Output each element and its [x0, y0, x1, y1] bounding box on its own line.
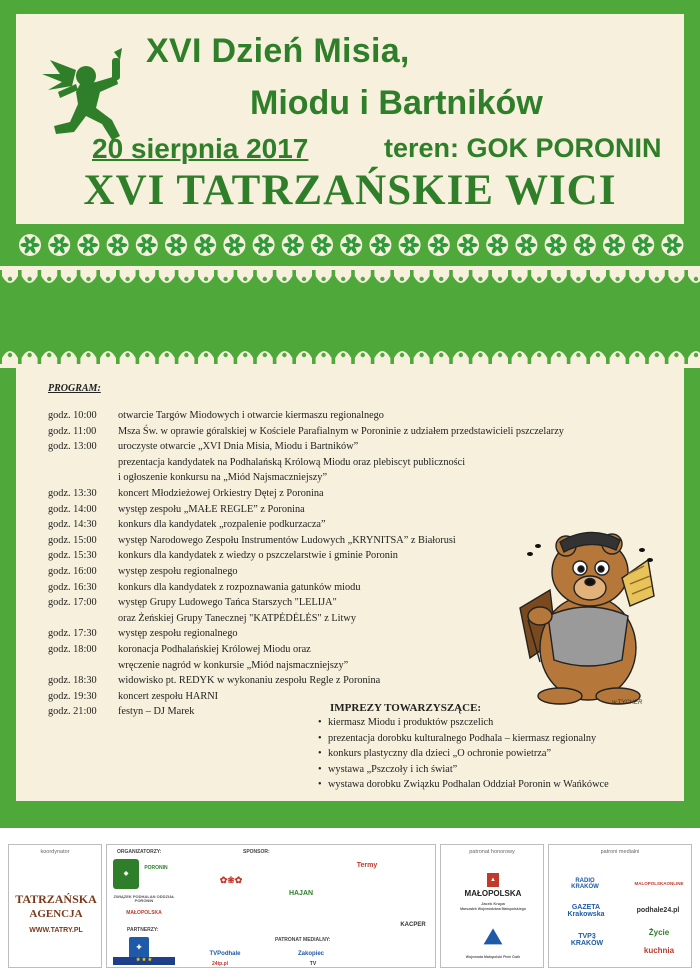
sponsors-label: SPONSOR:: [243, 849, 270, 855]
organizers-panel: [106, 844, 436, 968]
program-time: godz. 19:30: [48, 690, 97, 702]
wojewoda-emblem-icon: ⛰: [483, 924, 503, 950]
program-text: festyn – DJ Marek: [118, 706, 195, 718]
side-event-text: kiermasz Miodu i produktów pszczelich: [328, 717, 494, 728]
bear-mascot-illustration: [510, 520, 660, 710]
program-time: godz. 17:00: [48, 597, 97, 609]
media-radio-krakow: RADIO KRAKÓW: [571, 877, 599, 890]
event-venue: teren: GOK PORONIN: [384, 133, 662, 163]
media-24tp: 24tp.pl: [211, 961, 229, 968]
media-kuchnia: kuchnia: [643, 945, 675, 955]
rosette-icon: [223, 234, 245, 256]
program-text: uroczyste otwarcie „XVI Dnia Misia, Miodu i Bartników”: [118, 441, 359, 453]
bear-signature: w.TYCHER: [612, 700, 643, 706]
rosette-icon: [165, 234, 187, 256]
program-time: godz. 14:30: [48, 519, 97, 531]
program-time: godz. 13:30: [48, 487, 97, 499]
program-time: godz. 16:30: [48, 581, 97, 593]
media-podhale24: podhale24.pl: [636, 907, 680, 915]
organizer-malopolska: MAŁOPOLSKA: [126, 910, 162, 917]
program-time: godz. 18:00: [48, 643, 97, 655]
program-text: występ Narodowego Zespołu Instrumentów Ludowych „KRYNITSA” z Białorusi: [118, 534, 456, 546]
program-time: godz. 11:00: [48, 425, 97, 437]
lace-border-bottom: [0, 342, 700, 368]
rosette-icon: [340, 234, 362, 256]
program-text: prezentacja kandydatek na Podhalańską Królową Miodu oraz plebiscyt publiczności: [118, 456, 466, 468]
bullet-icon: •: [318, 717, 322, 728]
honorary-label: patronat honorowy: [469, 849, 515, 855]
sponsor-ornament-icon: ✿❀✿: [219, 875, 243, 886]
runner-torch-icon: [36, 46, 136, 146]
bullet-icon: •: [318, 732, 322, 744]
rosette-icon: [311, 234, 333, 256]
program-text: wręczenie nagród w konkursie „Miód najsmaczniejszy”: [118, 659, 349, 671]
coordinator-label: koordynator: [40, 849, 70, 855]
event-subtitle: XVI TATRZAŃSKIE WICI: [83, 167, 617, 214]
program-time: godz. 15:00: [48, 534, 97, 546]
program-text: występ zespołu „MAŁE REGLE” z Poronina: [118, 503, 305, 515]
lace-border-top: [0, 266, 700, 292]
media-zycie: Życie: [648, 927, 670, 937]
sponsor-strip: [0, 828, 700, 980]
program-text: występ zespołu regionalnego: [118, 628, 238, 640]
program-text: i ogłoszenie konkursu na „Miód Najsmaczniejszy”: [118, 472, 328, 484]
rosette-icon: [515, 234, 537, 256]
program-title: PROGRAM:: [48, 383, 101, 394]
rosette-icon: [282, 234, 304, 256]
rosette-ornament-band: [0, 224, 700, 266]
program-time: godz. 17:30: [48, 628, 97, 640]
organizer-poronin: PORONIN: [144, 865, 168, 872]
program-text: konkurs dla kandydatek „rozpalenie podkurzacza”: [118, 519, 326, 531]
sponsor-termy: Termy: [356, 862, 378, 870]
malopolska-emblem-icon: ▲: [487, 873, 499, 887]
bullet-icon: •: [318, 779, 322, 791]
program-text: występ zespołu regionalnego: [118, 565, 238, 577]
rosette-icon: [486, 234, 508, 256]
bullet-icon: •: [318, 763, 322, 775]
media-gazeta-krakowska: GAZETA Krakowska: [567, 903, 605, 918]
program-text: koronacja Podhalańskiej Królowej Miodu oraz: [118, 643, 311, 655]
program-time: godz. 15:30: [48, 550, 97, 562]
event-date: 20 sierpnia 2017: [92, 133, 309, 164]
coordinator-panel: [8, 844, 102, 968]
rosette-icon: [107, 234, 129, 256]
sponsor-kacper: KACPER: [400, 921, 426, 928]
organizer-zwiazek: ZWIĄZEK PODHALAN ODDZIAŁ PORONIN: [113, 893, 175, 903]
side-event-text: prezentacja dorobku kulturalnego Podhala – kiermasz regionalny: [328, 732, 597, 744]
organizers-label: ORGANIZATORZY:: [117, 849, 162, 855]
honorary-malopolska: MAŁOPOLSKA: [464, 888, 522, 898]
side-event-item: [318, 731, 609, 747]
rosette-icon: [369, 234, 391, 256]
program-text: konkurs dla kandydatek z wiedzy o pszczelarstwie i gminie Poronin: [118, 550, 398, 562]
agency-url[interactable]: WWW.TATRY.PL: [29, 926, 83, 934]
media-tvpodhale: TVPodhale: [209, 950, 241, 957]
sponsor-hajan: HAJAN: [288, 890, 314, 898]
honorary-role: Marszałek Województwa Małopolskiego: [460, 907, 526, 912]
program-text: Msza Św. w oprawie góralskiej w Kościele Parafialnym w Poroninie z udziałem przedstawicieli pszczelarzy: [118, 425, 564, 437]
rosette-icon: [19, 234, 41, 256]
honorary-patronage-panel: [440, 844, 544, 968]
rosette-icon: [574, 234, 596, 256]
program-text: konkurs dla kandydatek z rozpoznawania gatunków miodu: [118, 581, 361, 593]
wojewoda-label: Wojewoda Małopolski Piotr Ćwik: [465, 955, 521, 960]
media-patrons-label: patroni medialni: [600, 849, 640, 855]
side-events-list: [318, 715, 609, 793]
side-event-text: konkurs plastyczny dla dzieci „O ochronie powietrza”: [328, 748, 552, 760]
rosette-icon: [253, 234, 275, 256]
side-event-item: [318, 746, 609, 762]
tatrzanska-logo: TATRZAŃSKA: [15, 891, 97, 906]
title-line-1: XVI Dzień Misia,: [146, 32, 410, 70]
poronin-crest-icon: ◆: [113, 859, 139, 889]
program-text: koncert Młodzieżowej Orkiestry Dętej z Poronina: [118, 487, 324, 499]
program-time: godz. 16:00: [48, 565, 97, 577]
partner-crest-icon: ✚: [129, 937, 149, 959]
side-event-item: [318, 762, 609, 778]
partners-label: PARTNERZY:: [127, 927, 159, 933]
program-text: widowisko pt. REDYK w wykonaniu zespołu Regle z Poronina: [118, 675, 381, 687]
media-patronage-label: PATRONAT MEDIALNY:: [275, 937, 331, 943]
program-time: godz. 21:00: [48, 706, 97, 718]
media-zakopiec: Zakopiec: [297, 950, 324, 957]
program-text: otwarcie Targów Miodowych i otwarcie kiermaszu regionalnego: [118, 410, 384, 421]
agencja-logo: AGENCJA: [29, 908, 83, 920]
media-patrons-panel: [548, 844, 692, 968]
media-tvp3: TVP3 KRAKÓW: [570, 932, 604, 947]
program-text: koncert zespołu HARNI: [118, 690, 219, 702]
eu-flag-icon: ★ ★ ★: [113, 957, 175, 965]
rosette-icon: [661, 234, 683, 256]
side-event-item: [318, 777, 609, 793]
rosette-icon: [136, 234, 158, 256]
program-time: godz. 10:00: [48, 410, 97, 421]
rosette-icon: [48, 234, 70, 256]
rosette-icon: [457, 234, 479, 256]
media-tv: TV: [309, 961, 317, 968]
rosette-icon: [428, 234, 450, 256]
program-text: występ Grupy Ludowego Tańca Starszych "LELIJA": [118, 597, 337, 609]
side-events-title: IMPREZY TOWARZYSZĄCE:: [330, 702, 482, 714]
title-line-2: Miodu i Bartników: [250, 84, 543, 122]
rosette-icon: [399, 234, 421, 256]
honorary-person: Jacek Krupa: [481, 900, 505, 906]
rosette-icon: [77, 234, 99, 256]
program-time: godz. 13:00: [48, 441, 97, 453]
rosette-icon: [603, 234, 625, 256]
side-event-text: wystawa „Pszczoły i ich świat”: [328, 763, 458, 775]
rosette-icon: [632, 234, 654, 256]
bullet-icon: •: [318, 748, 322, 760]
rosette-icon: [545, 234, 567, 256]
program-time: godz. 18:30: [48, 675, 97, 687]
program-time: godz. 14:00: [48, 503, 97, 515]
media-malopolskaonline: MALOPOLSKAONLINE: [634, 880, 684, 886]
side-event-text: wystawa dorobku Związku Podhalan Oddział Poronin w Wańkówce: [328, 779, 609, 791]
rosette-icon: [194, 234, 216, 256]
program-text: oraz Żeńskiej Grupy Tanecznej "KATPĖDĖLĖS" z Litwy: [118, 612, 356, 624]
side-event-item: [318, 715, 609, 731]
